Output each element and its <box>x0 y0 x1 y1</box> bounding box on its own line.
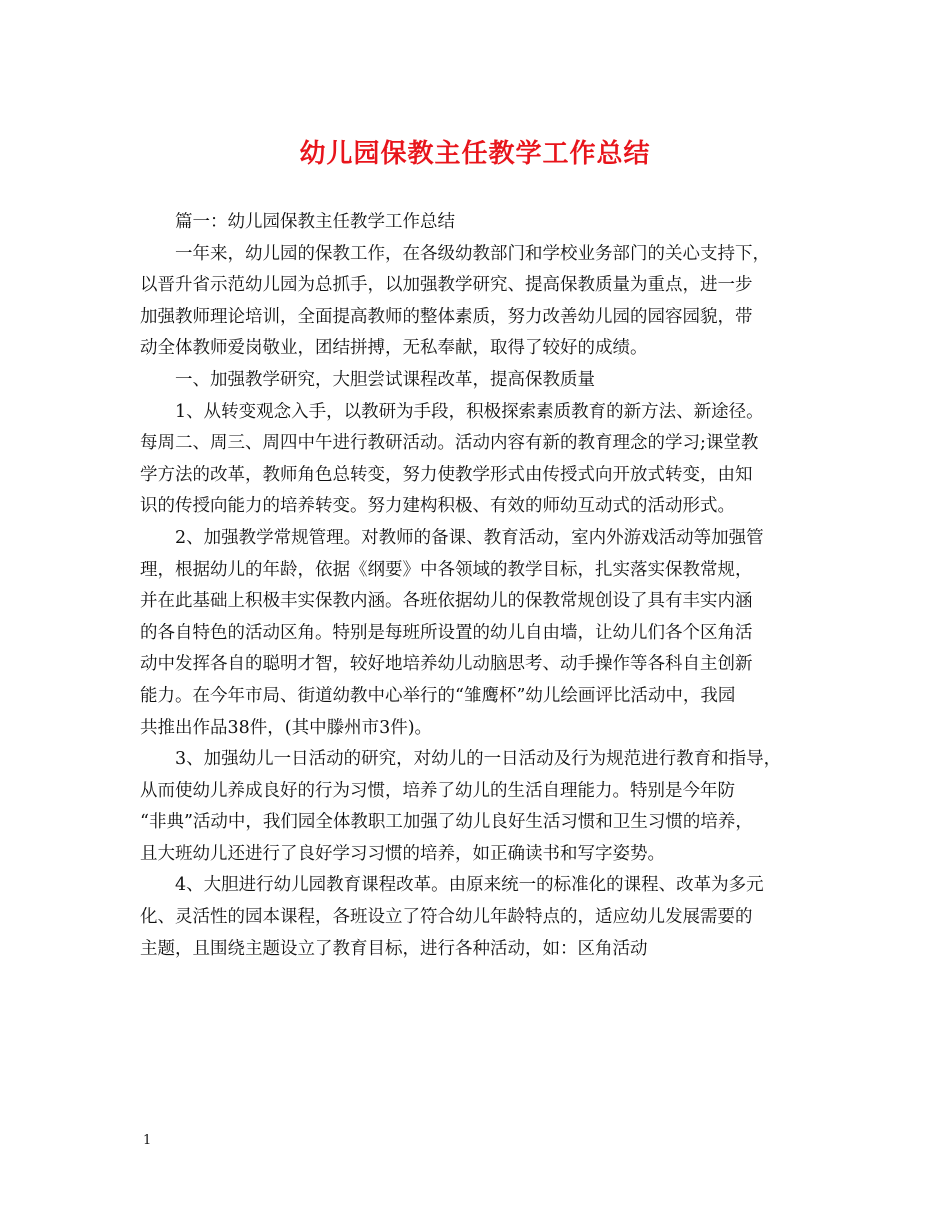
text-line: 理，根据幼儿的年龄，依据《纲要》中各领域的教学目标，扎实落实保教常规， <box>140 559 753 580</box>
text-line: 一、加强教学研究，大胆尝试课程改革，提高保教质量 <box>175 369 595 390</box>
text-line: 的各自特色的活动区角。特别是每班所设置的幼儿自由墙，让幼儿们各个区角活 <box>140 622 753 643</box>
text-line: 动中发挥各自的聪明才智，较好地培养幼儿动脑思考、动手操作等各科自主创新 <box>140 654 753 675</box>
text-line: 主题，且围绕主题设立了教育目标，进行各种活动，如：区角活动 <box>140 938 648 959</box>
text-line: 共推出作品38件，(其中滕州市3件)。 <box>140 717 433 738</box>
text-line: 1、从转变观念入手，以教研为手段，积极探索素质教育的新方法、新途径。 <box>175 401 764 422</box>
text-line: 每周二、周三、周四中午进行教研活动。活动内容有新的教育理念的学习;课堂教 <box>140 433 759 454</box>
text-line: 能力。在今年市局、街道幼教中心举行的“雏鹰杯”幼儿绘画评比活动中，我园 <box>140 685 736 706</box>
text-line: 并在此基础上积极丰实保教内涵。各班依据幼儿的保教常规创设了具有丰实内涵 <box>140 591 753 612</box>
text-line: 加强教师理论培训，全面提高教师的整体素质，努力改善幼儿园的园容园貌，带 <box>140 306 753 327</box>
document-title: 幼儿园保教主任教学工作总结 <box>299 139 651 169</box>
text-line: 以晋升省示范幼儿园为总抓手，以加强教学研究、提高保教质量为重点，进一步 <box>140 275 753 296</box>
text-line: 识的传授向能力的培养转变。努力建构积极、有效的师幼互动式的活动形式。 <box>140 496 735 517</box>
text-line: 学方法的改革，教师角色总转变，努力使教学形式由传授式向开放式转变，由知 <box>140 464 753 485</box>
document-body <box>140 207 810 965</box>
text-line: 4、大胆进行幼儿园教育课程改革。由原来统一的标准化的课程、改革为多元 <box>175 875 764 896</box>
text-line: 2、加强教学常规管理。对教师的备课、教育活动，室内外游戏活动等加强管 <box>175 527 764 548</box>
text-line: 从而使幼儿养成良好的行为习惯，培养了幼儿的生活自理能力。特别是今年防 <box>140 780 735 801</box>
text-line: 一年来，幼儿园的保教工作，在各级幼教部门和学校业务部门的关心支持下， <box>175 243 770 264</box>
text-line: 且大班幼儿还进行了良好学习习惯的培养，如正确读书和写字姿势。 <box>140 843 665 864</box>
text-line: 化、灵活性的园本课程，各班设立了符合幼儿年龄特点的，适应幼儿发展需要的 <box>140 907 753 928</box>
text-line: “非典”活动中，我们园全体教职工加强了幼儿良好生活习惯和卫生习惯的培养， <box>140 812 753 833</box>
text-line: 动全体教师爱岗敬业，团结拼搏，无私奉献，取得了较好的成绩。 <box>140 338 648 359</box>
page-number: 1 <box>143 1133 152 1148</box>
text-line: 3、加强幼儿一日活动的研究，对幼儿的一日活动及行为规范进行教育和指导， <box>175 749 782 770</box>
text-line: 篇一：幼儿园保教主任教学工作总结 <box>175 212 455 232</box>
